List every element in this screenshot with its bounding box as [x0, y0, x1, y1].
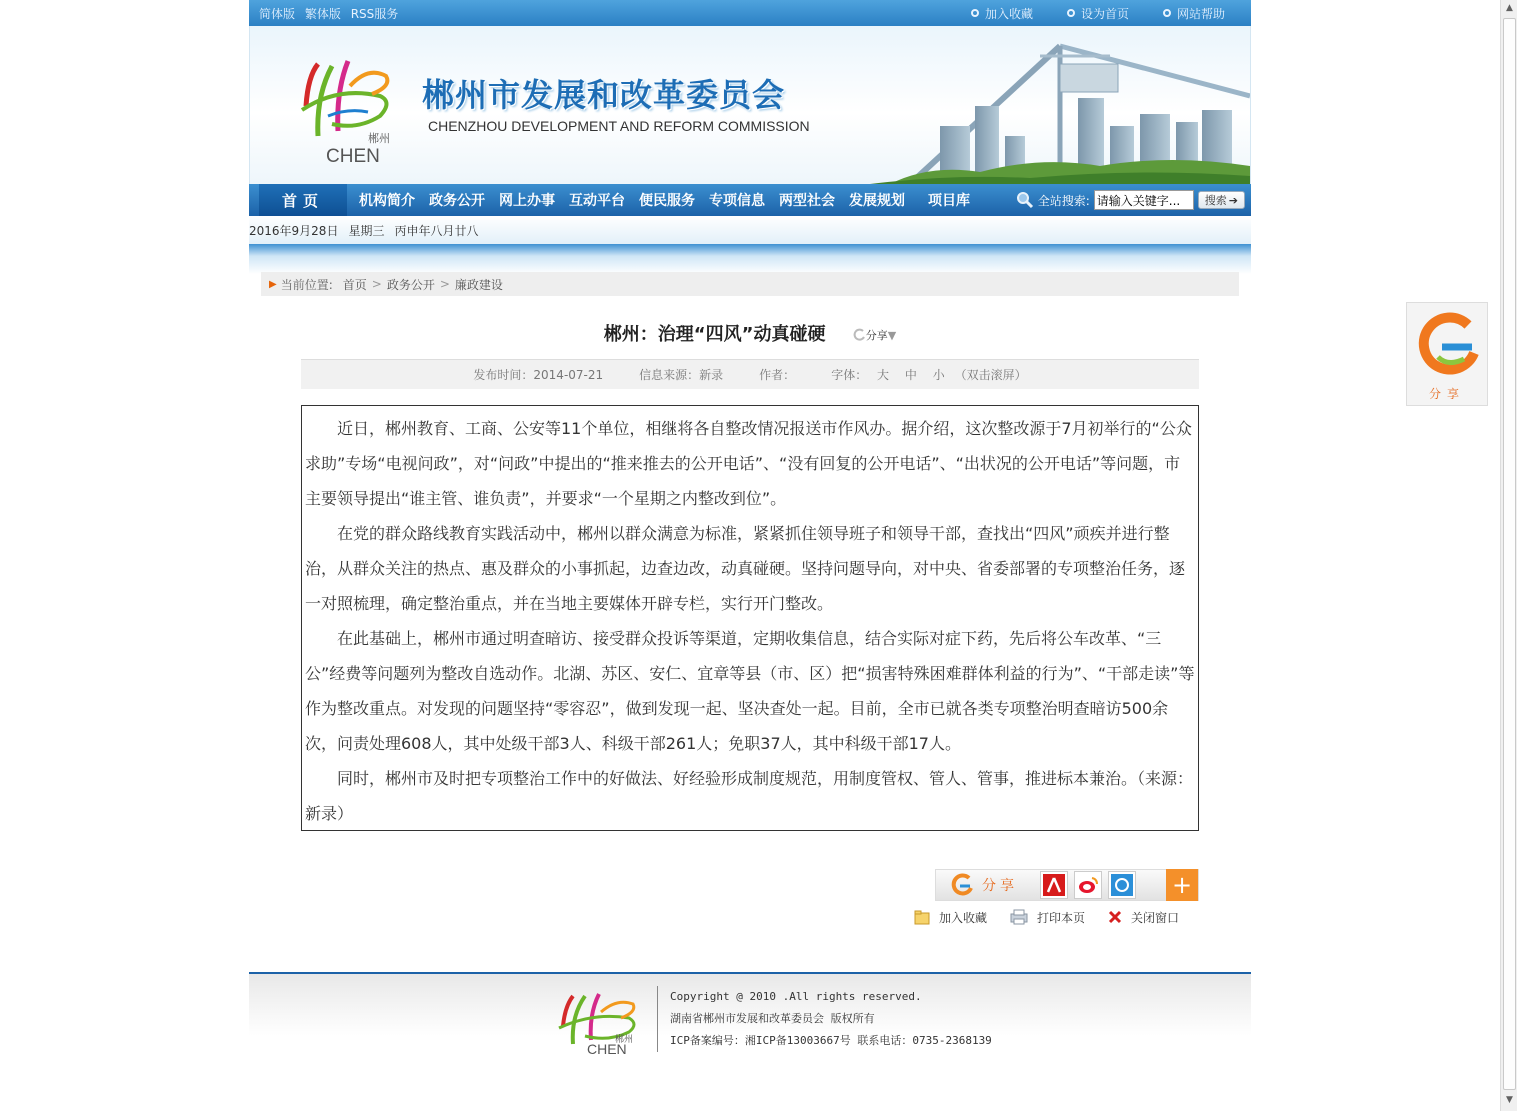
article-body [301, 405, 1199, 831]
site-container [249, 0, 1251, 1056]
share-bar [935, 869, 1199, 901]
share-renren-icon[interactable] [1040, 871, 1068, 899]
scroll-up-icon[interactable]: ▲ [1506, 3, 1513, 13]
breadcrumb-clean-government[interactable]: 廉政建设 [454, 277, 503, 292]
nav-item-online-services[interactable]: 网上办事 [499, 193, 555, 209]
footer-copyright: Copyright @ 2010 .All rights reserved. [670, 990, 922, 1003]
author: 作者： [759, 368, 796, 382]
current-weekday: 星期三 [348, 223, 385, 238]
nav-home[interactable]: 首页 [259, 184, 347, 216]
nav-item-planning[interactable]: 发展规划 [849, 193, 905, 209]
footer-owner: 湖南省郴州市发展和改革委员会 版权所有 [670, 1012, 875, 1025]
top-bar [249, 0, 1251, 26]
city-skyline-image [810, 26, 1250, 184]
nav-item-projects[interactable]: 项目库 [928, 193, 970, 209]
svg-text:郴州: 郴州 [368, 132, 390, 145]
main-nav [249, 184, 1251, 216]
search-input[interactable] [1094, 190, 1194, 210]
arrow-right-icon: ➔ [1228, 193, 1238, 207]
publish-date: 发布时间：2014-07-21 [473, 368, 604, 382]
link-add-favorite[interactable]: 加入收藏 [971, 5, 1033, 22]
bullet-icon [971, 9, 979, 17]
top-right-links [971, 5, 1225, 22]
vertical-scrollbar[interactable] [1500, 0, 1517, 1111]
nav-item-about[interactable]: 机构简介 [359, 193, 415, 209]
site-title-cn: 郴州市发展和改革委员会 [422, 76, 786, 114]
nav-item-two-type-society[interactable]: 两型社会 [779, 193, 835, 209]
breadcrumb [261, 272, 1239, 296]
nav-item-gov-affairs[interactable]: 政务公开 [429, 193, 485, 209]
folder-icon [913, 908, 931, 926]
font-small-button[interactable]: 小 [932, 368, 945, 382]
close-icon [1107, 909, 1123, 925]
scroll-down-icon[interactable]: ▼ [1506, 1095, 1513, 1105]
search-icon [1016, 191, 1034, 209]
header-banner [249, 26, 1251, 184]
scrollbar-thumb[interactable] [1503, 18, 1516, 1090]
site-search [1016, 190, 1251, 210]
link-simplified[interactable]: 简体版 [259, 6, 296, 21]
footer-divider [657, 986, 658, 1052]
breadcrumb-label: 当前位置: [280, 277, 333, 292]
nav-item-special-info[interactable]: 专项信息 [709, 193, 765, 209]
share-logo-icon [1416, 309, 1480, 379]
chevron-right-icon: > [439, 277, 450, 291]
nav-item-public-services[interactable]: 便民服务 [639, 193, 695, 209]
share-more-button[interactable]: + [1166, 869, 1198, 901]
link-traditional[interactable]: 繁体版 [304, 6, 341, 21]
paragraph: 近日，郴州教育、工商、公安等11个单位，相继将各自整改情况报送市作风办。据介绍，这次整改源于7月初举行的“公众求助”专场“电视问政”，对“问政”中提出的“推来推去的公开电话”、“没有回复的公开电话”、“出状况的公开电话”等问题，市主要领导提出“谁主管、谁负责”，并要求“一个星期之内整改到位”。 [305, 419, 1192, 508]
share-weibo-icon[interactable] [1074, 871, 1102, 899]
svg-text:CHEN: CHEN [587, 1041, 627, 1056]
floating-share-button[interactable] [1406, 302, 1488, 406]
tool-add-favorite[interactable]: 加入收藏 [913, 908, 987, 926]
bullet-icon [1067, 9, 1075, 17]
lunar-date: 丙申年八月廿八 [394, 223, 479, 238]
tool-close-window[interactable]: 关闭窗口 [1107, 908, 1179, 926]
decorative-strip [249, 244, 1251, 274]
chenzhou-logo [288, 46, 398, 166]
svg-text:CHEN: CHEN [326, 146, 380, 166]
floating-share-label: 分享 [1428, 387, 1465, 401]
bullet-icon [1163, 9, 1171, 17]
chevron-right-icon: > [371, 277, 382, 291]
article-meta [301, 359, 1199, 389]
page-tools [913, 908, 1179, 926]
nav-item-interaction[interactable]: 互动平台 [569, 193, 625, 209]
breadcrumb-home[interactable]: 首页 [342, 277, 367, 292]
share-logo-icon [950, 873, 974, 897]
site-title-en: CHENZHOU DEVELOPMENT AND REFORM COMMISSION [428, 118, 810, 134]
share-tencent-icon[interactable] [1108, 871, 1136, 899]
top-left-links [259, 5, 404, 22]
date-bar [249, 216, 1251, 244]
share-label: 分享 [982, 878, 1018, 894]
search-button[interactable]: 搜索 ➔ [1198, 191, 1245, 209]
tool-print[interactable]: 打印本页 [1009, 908, 1085, 926]
link-set-homepage[interactable]: 设为首页 [1067, 5, 1129, 22]
footer-text [670, 986, 992, 1052]
arrow-icon: ▶ [269, 278, 277, 290]
footer [249, 972, 1251, 1062]
font-large-button[interactable]: 大 [877, 368, 890, 382]
breadcrumb-gov-affairs[interactable]: 政务公开 [386, 277, 435, 292]
link-rss[interactable]: RSS服务 [350, 6, 399, 21]
paragraph: 在党的群众路线教育实践活动中，郴州以群众满意为标准，紧紧抓住领导班子和领导干部，查找出“四风”顽疾并进行整治，从群众关注的热点、惠及群众的小事抓起，边查边改，动真碰硬。坚持问题导向，对中央、省委部署的专项整治任务，逐一对照梳理，确定整治重点，并在当地主要媒体开辟专栏，实行开门整改。 [305, 524, 1186, 613]
share-dropdown[interactable]: 分享 ▼ [852, 327, 896, 343]
article-title-row [301, 320, 1199, 346]
link-site-help[interactable]: 网站帮助 [1163, 5, 1225, 22]
svg-text:郴州: 郴州 [615, 1035, 634, 1045]
footer-logo [549, 986, 645, 1056]
paragraph: 在此基础上，郴州市通过明查暗访、接受群众投诉等渠道，定期收集信息，结合实际对症下药，先后将公车改革、“三公”经费等问题列为整改自选动作。北湖、苏区、安仁、宜章等县（市、区）把“损害特殊困难群体利益的行为”、“干部走读”等作为整改重点。对发现的问题坚持“零容忍”，做到发现一起、坚决查处一起。目前，全市已就各类专项整治明查暗访500余次，问责处理608人，其中处级干部3人、科级干部261人；免职37人，其中科级干部17人。 [305, 629, 1195, 753]
info-source: 信息来源：新录 [639, 368, 724, 382]
share-icon [852, 328, 866, 342]
font-size-controls: 字体： 大 中 小 （双击滚屏） [831, 368, 1027, 382]
article-title: 郴州：治理“四风”动真碰硬 [603, 324, 826, 345]
search-label: 全站搜索: [1037, 193, 1090, 208]
current-date: 2016年9月28日 [249, 223, 339, 238]
scroll-hint: （双击滚屏） [954, 368, 1027, 382]
printer-icon [1009, 908, 1029, 926]
footer-icp: ICP备案编号：湘ICP备13003667号 联系电话：0735-2368139 [670, 1034, 992, 1047]
paragraph: 同时，郴州市及时把专项整治工作中的好做法、好经验形成制度规范，用制度管权、管人、管事，推进标本兼治。（来源：新录） [305, 769, 1194, 823]
caret-down-icon: ▼ [887, 328, 897, 342]
font-medium-button[interactable]: 中 [904, 368, 917, 382]
